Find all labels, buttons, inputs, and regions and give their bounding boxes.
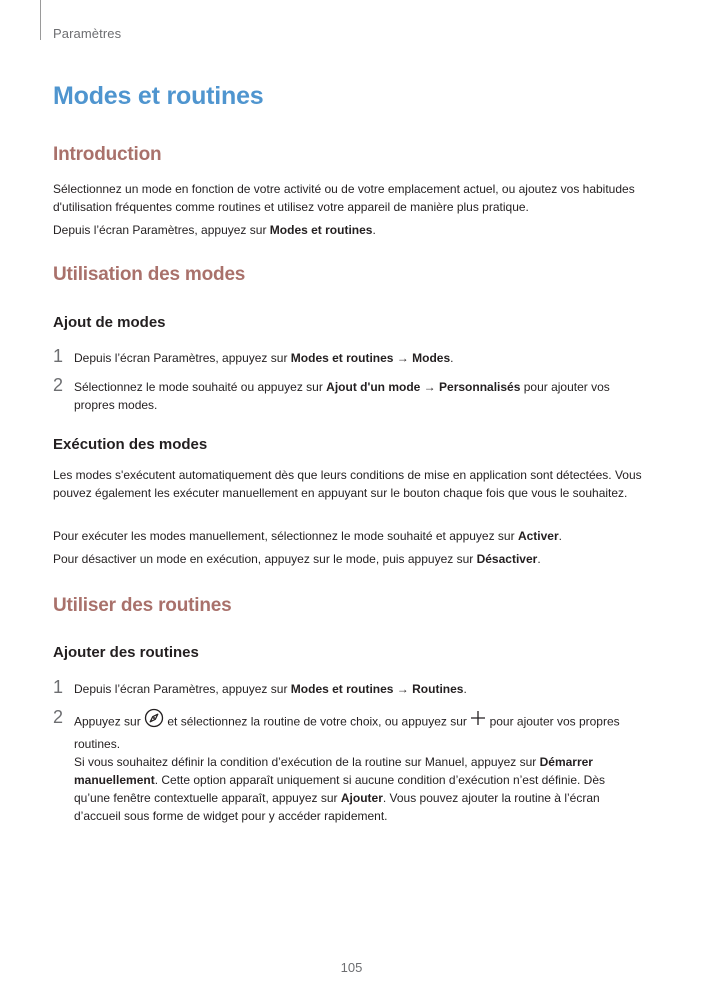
section-title-modes: Utilisation des modes xyxy=(53,264,246,285)
step-text: Depuis l’écran Paramètres, appuyez sur Modes et routines → Modes. xyxy=(74,351,454,365)
step-number: 2 xyxy=(53,375,64,395)
page-number: 105 xyxy=(340,960,363,975)
step-text: Sélectionnez le mode souhaité ou appuyez sur Ajout d'un mode → Personnalisés pour ajouter vos propres modes. xyxy=(74,380,610,412)
subsection-title-add-routines: Ajouter des routines xyxy=(53,644,199,661)
step-number: 2 xyxy=(53,707,64,727)
subsection-title-add-modes: Ajout de modes xyxy=(53,314,166,331)
exec-activate-paragraph: Pour exécuter les modes manuellement, sélectionnez le mode souhaité et appuyez sur Activer. xyxy=(53,529,562,543)
intro-instruction: Depuis l’écran Paramètres, appuyez sur Modes et routines. xyxy=(53,223,376,237)
exec-paragraph: Les modes s'exécutent automatiquement dès que leurs conditions de mise en application sont détectées. Vous pouvez également les exécuter manuellement en appuyant sur le bouton chaque fois que vous le souhaitez. xyxy=(53,468,642,500)
step-number: 1 xyxy=(53,677,64,697)
section-title-introduction: Introduction xyxy=(53,144,162,165)
compass-icon xyxy=(144,708,164,733)
running-header: Paramètres xyxy=(53,26,122,41)
step-text: Depuis l’écran Paramètres, appuyez sur Modes et routines → Routines. xyxy=(74,682,467,696)
exec-deactivate-paragraph: Pour désactiver un mode en exécution, appuyez sur le mode, puis appuyez sur Désactiver. xyxy=(53,552,541,566)
step-number: 1 xyxy=(53,346,64,366)
chapter-title: Modes et routines xyxy=(53,82,264,110)
plus-icon xyxy=(470,710,486,731)
header-rule xyxy=(40,0,41,40)
step-text: Appuyez sur et sélectionnez la routine de votre choix, ou appuyez sur pour ajouter vos propres routines. Si vous souhaitez définir la condition d’exécution de la routine sur Manuel, appuyez sur Démarrer manuellement. Cette option apparaît uniquement si aucune condition d’exécution n’est définie. Dès qu’une fenêtre contextuelle apparaît, appuyez sur Ajouter. Vous pouvez ajouter la routine à l’écran d’accueil sous forme de widget pour y accéder rapidement. xyxy=(74,710,644,825)
section-title-routines: Utiliser des routines xyxy=(53,595,232,616)
intro-paragraph: Sélectionnez un mode en fonction de votre activité ou de votre emplacement actuel, ou ajoutez vos habitudes d'utilisation fréquentes comme routines et utilisez votre appareil de manière plus pratique. xyxy=(53,182,635,214)
subsection-title-exec-modes: Exécution des modes xyxy=(53,436,208,453)
